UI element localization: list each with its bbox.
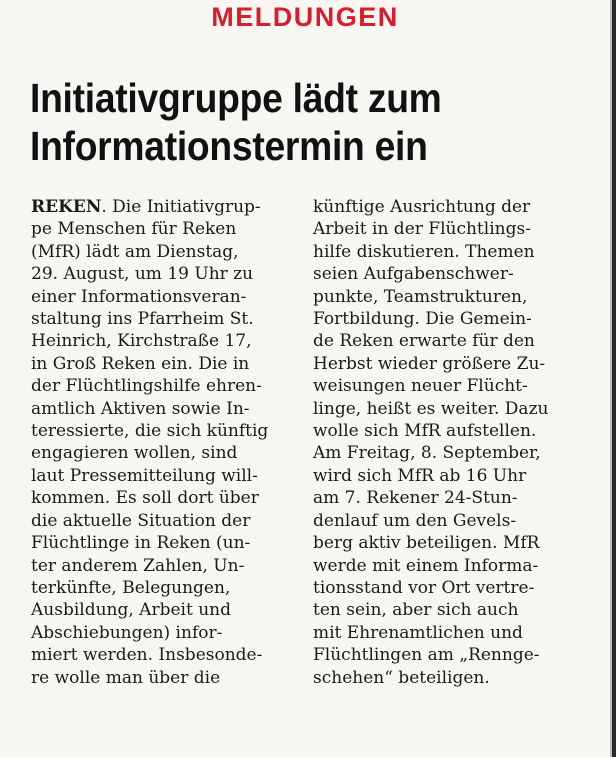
- article-column-1: [31, 196, 297, 689]
- article-line: kommen. Es soll dort über: [31, 488, 259, 509]
- article-line: staltung ins Pfarrheim St.: [31, 309, 254, 330]
- article-line: seien Aufgabenschwer-: [313, 264, 514, 285]
- article-line: teressierte, die sich künftig: [31, 421, 269, 442]
- article-line: ter anderem Zahlen, Un-: [31, 555, 245, 576]
- article-line: künftige Ausrichtung der: [313, 197, 531, 217]
- article-line: denlauf um den Gevels-: [313, 510, 517, 531]
- article-line: terkünfte, Belegungen,: [31, 577, 231, 598]
- article-line: de Reken erwarte für den: [313, 331, 535, 352]
- article-line: (MfR) lädt am Dienstag,: [31, 241, 239, 262]
- article-line: wird sich MfR ab 16 Uhr: [313, 465, 527, 486]
- article-line: linge, heißt es weiter. Dazu: [313, 398, 549, 419]
- article-line: punkte, Teamstrukturen,: [313, 286, 528, 307]
- article-line: amtlich Aktiven sowie In-: [31, 398, 250, 419]
- article-line: Arbeit in der Flüchtlings-: [313, 219, 531, 240]
- page-edge-bar: [610, 0, 616, 757]
- article-line: Flüchtlinge in Reken (un-: [31, 533, 251, 554]
- article-line: werde mit einem Informa-: [313, 555, 539, 576]
- article-column-2: [313, 196, 588, 689]
- article-line: der Flüchtlingshilfe ehren-: [31, 376, 262, 397]
- article-line: Am Freitag, 8. September,: [313, 443, 541, 464]
- article-line: 29. August, um 19 Uhr zu: [31, 264, 254, 285]
- article-line: engagieren wollen, sind: [31, 443, 238, 464]
- article-line: REKEN. Die Initiativgrup-: [31, 197, 261, 217]
- article-line: wolle sich MfR aufstellen.: [313, 421, 537, 442]
- article-line: Ausbildung, Arbeit und: [31, 600, 231, 621]
- article-line: schehen“ beteiligen.: [313, 667, 490, 688]
- article-line: pe Menschen für Reken: [31, 219, 237, 240]
- headline-line: Informationstermin ein: [30, 123, 428, 169]
- dateline-place: REKEN: [31, 197, 102, 217]
- article-line: Fortbildung. Die Gemein-: [313, 309, 532, 330]
- article-line: die aktuelle Situation der: [31, 510, 251, 531]
- article-line: laut Pressemitteilung will-: [31, 465, 258, 486]
- section-kicker: MELDUNGEN: [211, 2, 399, 32]
- article-line: weisungen neuer Flücht-: [313, 376, 528, 397]
- article-line: ten sein, aber sich auch: [313, 600, 519, 621]
- article-line: Herbst wieder größere Zu-: [313, 353, 546, 374]
- article-line: Abschiebungen) infor-: [31, 622, 223, 643]
- article-line: hilfe diskutieren. Themen: [313, 241, 535, 262]
- article-line: Heinrich, Kirchstraße 17,: [31, 331, 252, 352]
- article-line: in Groß Reken ein. Die in: [31, 353, 250, 374]
- article-line: am 7. Rekener 24-Stun-: [313, 488, 518, 509]
- headline: [30, 74, 554, 170]
- article-line: tionsstand vor Ort vertre-: [313, 577, 535, 598]
- article-line: Flüchtlingen am „Rennge-: [313, 645, 540, 666]
- article-line: einer Informationsveran-: [31, 286, 247, 307]
- article-line: miert werden. Insbesonde-: [31, 645, 263, 666]
- article-line: berg aktiv beteiligen. MfR: [313, 533, 540, 554]
- article-line: re wolle man über die: [31, 667, 221, 688]
- article-line: mit Ehrenamtlichen und: [313, 622, 523, 643]
- headline-line: Initiativgruppe lädt zum: [30, 75, 442, 121]
